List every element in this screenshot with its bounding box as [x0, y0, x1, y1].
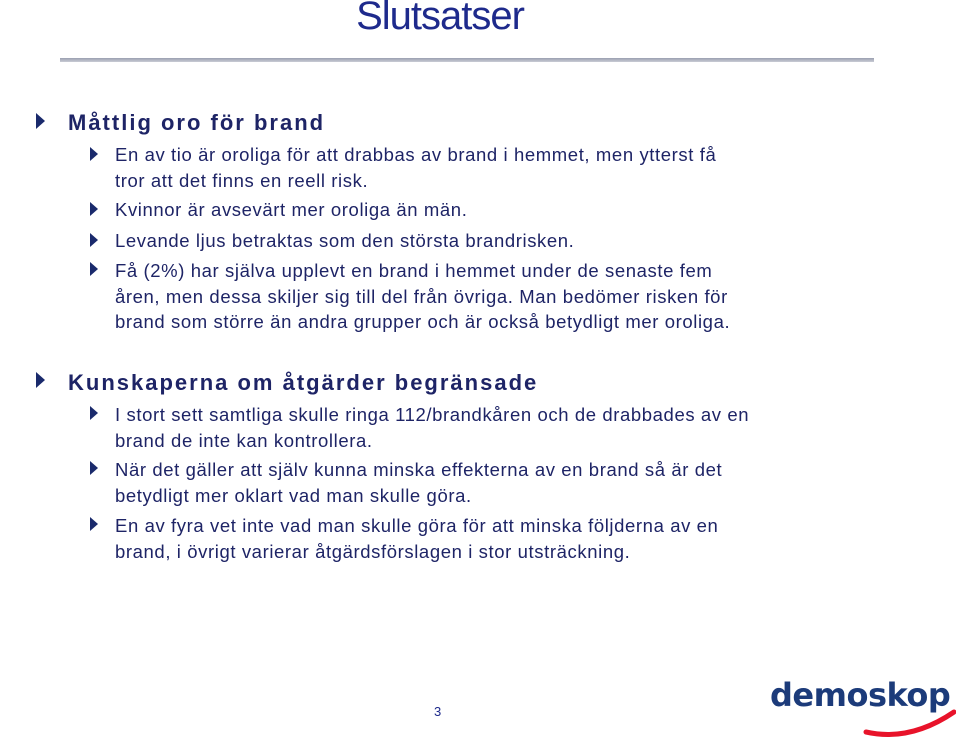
- item-line: betydligt mer oklart vad man skulle göra.: [115, 484, 472, 506]
- list-item: [115, 402, 905, 453]
- bullet-arrow-icon: [90, 517, 98, 531]
- logo-wordmark: demoskop: [770, 676, 951, 714]
- bullet-arrow-icon: [90, 202, 98, 216]
- item-line: Levande ljus betraktas som den största brandrisken.: [115, 230, 575, 251]
- bullet-arrow-icon: [90, 262, 98, 276]
- bullet-arrow-icon: [90, 406, 98, 420]
- section-heading: Måttlig oro för brand: [68, 110, 326, 135]
- list-item: [115, 228, 905, 254]
- bullet-arrow-icon: [36, 113, 45, 129]
- page-number: 3: [434, 704, 442, 719]
- list-item: [115, 197, 905, 223]
- bullet-arrow-icon: [90, 233, 98, 247]
- item-line: tror att det finns en reell risk.: [115, 169, 369, 191]
- demoskop-logo: [770, 676, 956, 742]
- bullet-arrow-icon: [90, 147, 98, 161]
- item-line: Kvinnor är avsevärt mer oroliga än män.: [115, 199, 468, 220]
- item-line: Få (2%) har själva upplevt en brand i hemmet under de senaste fem: [115, 260, 713, 281]
- list-item: [115, 142, 905, 193]
- title-divider: [60, 58, 874, 62]
- list-item: [115, 513, 905, 564]
- item-line: brand, i övrigt varierar åtgärdsförslagen i stor utsträckning.: [115, 540, 631, 562]
- bullet-arrow-icon: [90, 461, 98, 475]
- item-line: En av fyra vet inte vad man skulle göra för att minska följderna av en: [115, 515, 719, 536]
- bullet-arrow-icon: [36, 372, 45, 388]
- item-line: När det gäller att själv kunna minska effekterna av en brand så är det: [115, 459, 723, 480]
- logo-swoosh-icon: [770, 676, 956, 742]
- list-item: [115, 258, 905, 335]
- item-line: I stort sett samtliga skulle ringa 112/brandkåren och de drabbades av en: [115, 404, 750, 425]
- item-line: brand de inte kan kontrollera.: [115, 429, 373, 451]
- item-line: En av tio är oroliga för att drabbas av brand i hemmet, men ytterst få: [115, 144, 717, 165]
- section-heading: Kunskaperna om åtgärder begränsade: [68, 370, 539, 395]
- item-line: brand som större än andra grupper och är också betydligt mer oroliga.: [115, 311, 731, 332]
- list-item: [115, 457, 905, 508]
- slide-title: Slutsatser: [356, 0, 524, 38]
- item-line: åren, men dessa skiljer sig till del från övriga. Man bedömer risken för: [115, 285, 728, 307]
